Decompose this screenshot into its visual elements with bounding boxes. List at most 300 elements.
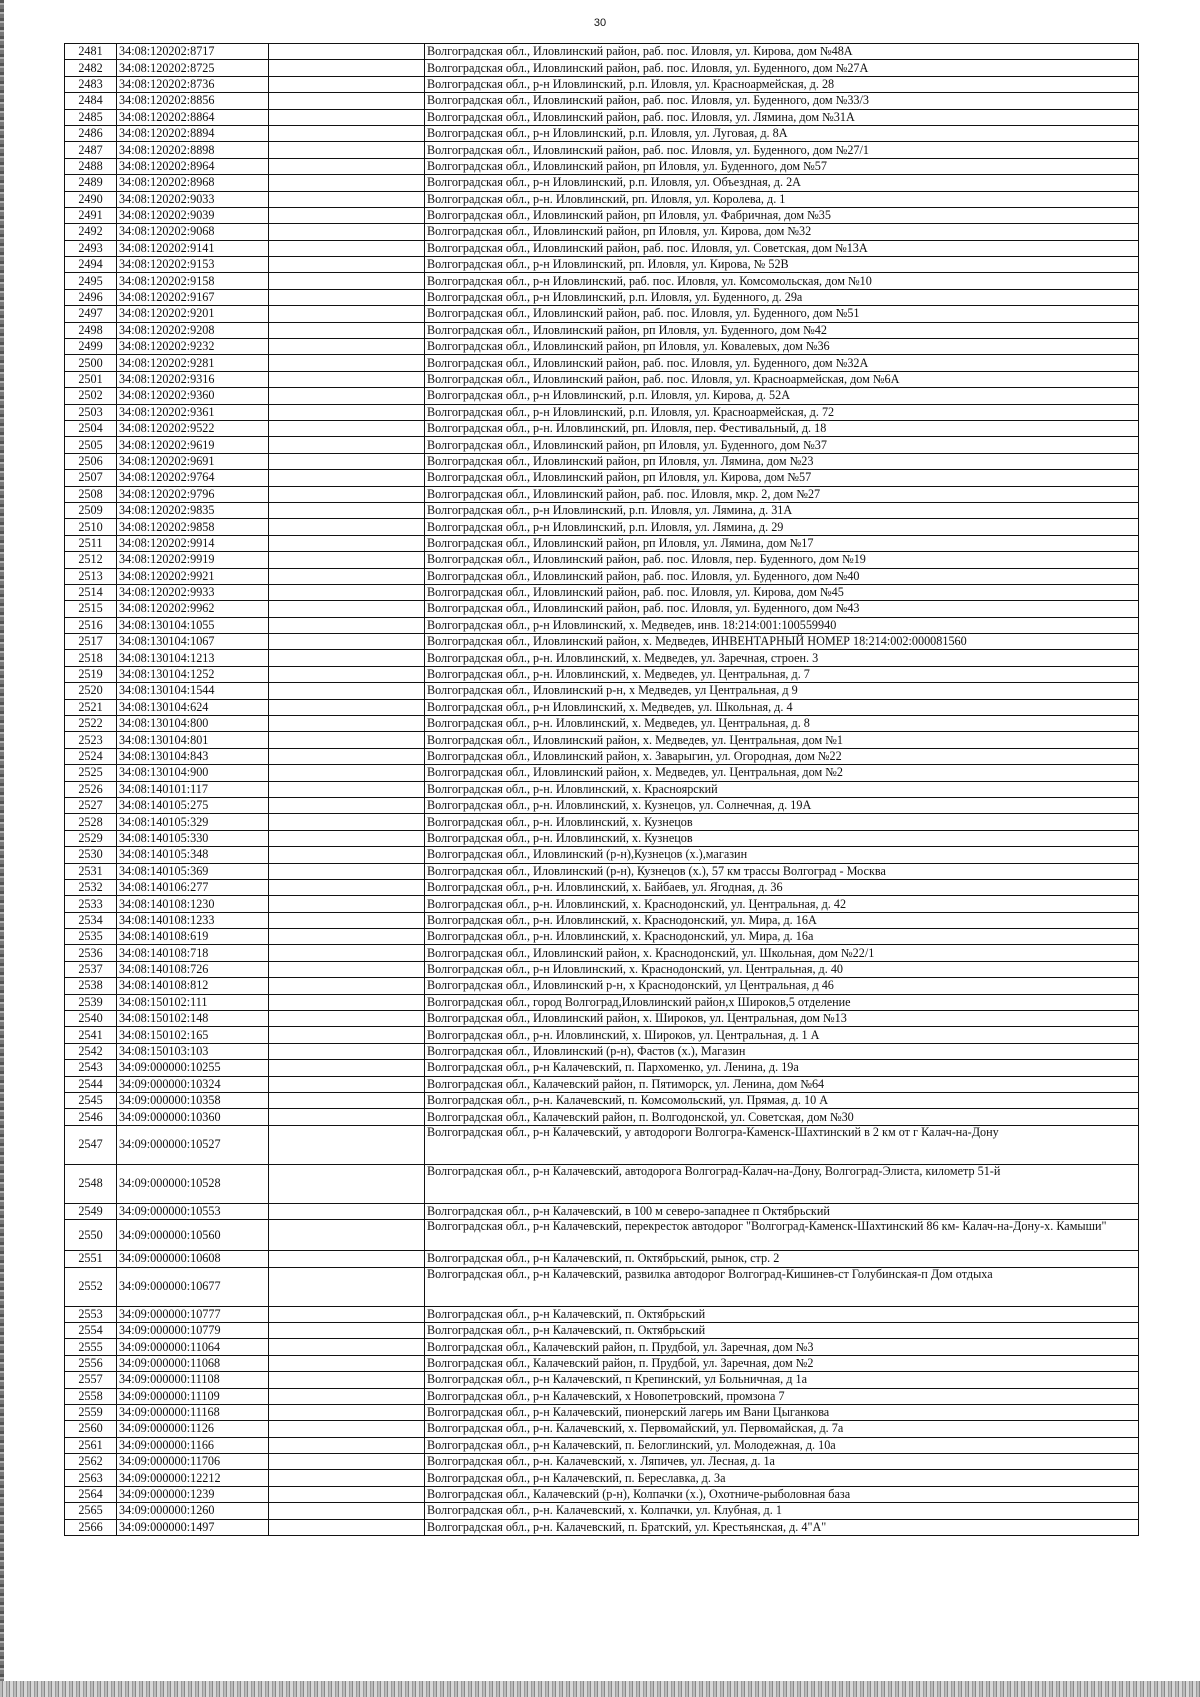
address-cell: Волгоградская обл., р-н. Иловлинский, х. Краснодонский, ул. Центральная, д. 42 xyxy=(425,896,1139,912)
table-row xyxy=(65,224,1139,240)
row-number-cell: 2523 xyxy=(65,732,117,748)
address-cell: Волгоградская обл., Иловлинский район, рп Иловля, ул. Ковалевых, дом №36 xyxy=(425,339,1139,355)
empty-cell xyxy=(269,191,425,207)
empty-cell xyxy=(269,240,425,256)
row-number-cell: 2560 xyxy=(65,1421,117,1437)
cadastral-number-cell: 34:09:000000:12212 xyxy=(117,1470,269,1486)
address-cell: Волгоградская обл., р-н Калачевский, п. Пархоменко, ул. Ленина, д. 19а xyxy=(425,1060,1139,1076)
address-cell: Волгоградская обл., Иловлинский район, рп Иловля, ул. Кирова, дом №57 xyxy=(425,470,1139,486)
table-row xyxy=(65,1470,1139,1486)
empty-cell xyxy=(269,552,425,568)
empty-cell xyxy=(269,1125,425,1164)
cadastral-number-cell: 34:08:130104:624 xyxy=(117,699,269,715)
cadastral-number-cell: 34:08:120202:9201 xyxy=(117,306,269,322)
row-number-cell: 2561 xyxy=(65,1437,117,1453)
cadastral-number-cell: 34:08:140108:1233 xyxy=(117,912,269,928)
row-number-cell: 2529 xyxy=(65,830,117,846)
row-number-cell: 2532 xyxy=(65,879,117,895)
empty-cell xyxy=(269,125,425,141)
address-cell: Волгоградская обл., р-н. Иловлинский, х. Краснодонский, ул. Мира, д. 16а xyxy=(425,929,1139,945)
empty-cell xyxy=(269,207,425,223)
empty-cell xyxy=(269,1421,425,1437)
cadastral-number-cell: 34:08:130104:900 xyxy=(117,765,269,781)
row-number-cell: 2488 xyxy=(65,158,117,174)
table-row xyxy=(65,1125,1139,1164)
empty-cell xyxy=(269,1011,425,1027)
address-cell: Волгоградская обл., р-н. Калачевский, х. Колпачки, ул. Клубная, д. 1 xyxy=(425,1503,1139,1519)
row-number-cell: 2534 xyxy=(65,912,117,928)
cadastral-number-cell: 34:09:000000:10360 xyxy=(117,1109,269,1125)
address-cell: Волгоградская обл., р-н Калачевский, п. Белоглинский, ул. Молодежная, д. 10а xyxy=(425,1437,1139,1453)
address-cell: Волгоградская обл., Калачевский район, п. Прудбой, ул. Заречная, дом №3 xyxy=(425,1339,1139,1355)
cadastral-number-cell: 34:08:120202:9316 xyxy=(117,371,269,387)
address-cell: Волгоградская обл., р-н Иловлинский, раб. пос. Иловля, ул. Комсомольская, дом №10 xyxy=(425,273,1139,289)
cadastral-number-cell: 34:09:000000:10560 xyxy=(117,1220,269,1251)
table-row xyxy=(65,535,1139,551)
row-number-cell: 2513 xyxy=(65,568,117,584)
address-cell: Волгоградская обл., р-н. Калачевский, х. Ляпичев, ул. Лесная, д. 1а xyxy=(425,1454,1139,1470)
cadastral-number-cell: 34:09:000000:10777 xyxy=(117,1306,269,1322)
table-row xyxy=(65,1043,1139,1059)
table-row xyxy=(65,716,1139,732)
table-row xyxy=(65,1027,1139,1043)
empty-cell xyxy=(269,830,425,846)
cadastral-number-cell: 34:08:120202:9158 xyxy=(117,273,269,289)
cadastral-number-cell: 34:08:130104:1213 xyxy=(117,650,269,666)
row-number-cell: 2514 xyxy=(65,584,117,600)
address-cell: Волгоградская обл., Иловлинский район, рп Иловля, ул. Кирова, дом №32 xyxy=(425,224,1139,240)
table-row xyxy=(65,371,1139,387)
table-row xyxy=(65,44,1139,60)
row-number-cell: 2487 xyxy=(65,142,117,158)
row-number-cell: 2512 xyxy=(65,552,117,568)
table-row xyxy=(65,650,1139,666)
cadastral-number-cell: 34:09:000000:1166 xyxy=(117,1437,269,1453)
cadastral-number-cell: 34:08:140108:718 xyxy=(117,945,269,961)
row-number-cell: 2565 xyxy=(65,1503,117,1519)
empty-cell xyxy=(269,584,425,600)
row-number-cell: 2526 xyxy=(65,781,117,797)
row-number-cell: 2515 xyxy=(65,601,117,617)
cadastral-number-cell: 34:09:000000:11109 xyxy=(117,1388,269,1404)
row-number-cell: 2506 xyxy=(65,453,117,469)
table-row xyxy=(65,994,1139,1010)
table-row xyxy=(65,453,1139,469)
table-row xyxy=(65,1437,1139,1453)
row-number-cell: 2553 xyxy=(65,1306,117,1322)
empty-cell xyxy=(269,257,425,273)
cadastral-number-cell: 34:08:120202:8717 xyxy=(117,44,269,60)
table-row xyxy=(65,240,1139,256)
cadastral-number-cell: 34:09:000000:10358 xyxy=(117,1093,269,1109)
address-cell: Волгоградская обл., Иловлинский район, раб. пос. Иловля, ул. Буденного, дом №40 xyxy=(425,568,1139,584)
cadastral-number-cell: 34:08:120202:9281 xyxy=(117,355,269,371)
row-number-cell: 2552 xyxy=(65,1267,117,1306)
empty-cell xyxy=(269,1322,425,1338)
table-row xyxy=(65,1421,1139,1437)
empty-cell xyxy=(269,1519,425,1535)
table-row xyxy=(65,273,1139,289)
address-cell: Волгоградская обл., Иловлинский район, рп Иловля, ул. Лямина, дом №23 xyxy=(425,453,1139,469)
cadastral-number-cell: 34:08:120202:9068 xyxy=(117,224,269,240)
address-cell: Волгоградская обл., р-н. Иловлинский, х. Медведев, ул. Заречная, строен. 3 xyxy=(425,650,1139,666)
address-cell: Волгоградская обл., р-н Калачевский, п. Береславка, д. 3а xyxy=(425,1470,1139,1486)
table-row xyxy=(65,1503,1139,1519)
row-number-cell: 2527 xyxy=(65,797,117,813)
empty-cell xyxy=(269,1093,425,1109)
address-cell: Волгоградская обл., Иловлинский район, рп Иловля, ул. Буденного, дом №42 xyxy=(425,322,1139,338)
address-cell: Волгоградская обл., р-н Иловлинский, р.п. Иловля, ул. Лямина, д. 29 xyxy=(425,519,1139,535)
empty-cell xyxy=(269,322,425,338)
cadastral-number-cell: 34:08:130104:1252 xyxy=(117,666,269,682)
row-number-cell: 2548 xyxy=(65,1164,117,1203)
cadastral-number-cell: 34:08:120202:9208 xyxy=(117,322,269,338)
empty-cell xyxy=(269,1372,425,1388)
table-row xyxy=(65,945,1139,961)
cadastral-number-cell: 34:08:120202:8898 xyxy=(117,142,269,158)
empty-cell xyxy=(269,60,425,76)
registry-table-body xyxy=(65,44,1139,1536)
table-row xyxy=(65,1355,1139,1371)
empty-cell xyxy=(269,929,425,945)
cadastral-number-cell: 34:08:120202:9039 xyxy=(117,207,269,223)
row-number-cell: 2524 xyxy=(65,748,117,764)
empty-cell xyxy=(269,371,425,387)
empty-cell xyxy=(269,879,425,895)
row-number-cell: 2559 xyxy=(65,1404,117,1420)
address-cell: Волгоградская обл., Иловлинский район, раб. пос. Иловля, ул. Лямина, дом №31А xyxy=(425,109,1139,125)
address-cell: Волгоградская обл., Иловлинский район, раб. пос. Иловля, ул. Красноармейская, дом №6А xyxy=(425,371,1139,387)
empty-cell xyxy=(269,683,425,699)
address-cell: Волгоградская обл., р-н. Иловлинский, х. Кузнецов xyxy=(425,830,1139,846)
row-number-cell: 2494 xyxy=(65,257,117,273)
row-number-cell: 2516 xyxy=(65,617,117,633)
cadastral-number-cell: 34:09:000000:10255 xyxy=(117,1060,269,1076)
cadastral-number-cell: 34:08:130104:843 xyxy=(117,748,269,764)
address-cell: Волгоградская обл., р-н Калачевский, автодорога Волгоград-Калач-на-Дону, Волгоград-Элиста, километр 51-й xyxy=(425,1164,1139,1203)
scan-edge-left xyxy=(0,0,4,1697)
table-row xyxy=(65,1093,1139,1109)
address-cell: Волгоградская обл., Иловлинский район, рп Иловля, ул. Лямина, дом №17 xyxy=(425,535,1139,551)
address-cell: Волгоградская обл., р-н Иловлинский, х. Медведев, ул. Школьная, д. 4 xyxy=(425,699,1139,715)
empty-cell xyxy=(269,814,425,830)
table-row xyxy=(65,879,1139,895)
table-row xyxy=(65,1251,1139,1267)
empty-cell xyxy=(269,1355,425,1371)
row-number-cell: 2550 xyxy=(65,1220,117,1251)
row-number-cell: 2483 xyxy=(65,76,117,92)
row-number-cell: 2517 xyxy=(65,634,117,650)
cadastral-number-cell: 34:08:120202:9360 xyxy=(117,388,269,404)
table-row xyxy=(65,1388,1139,1404)
cadastral-number-cell: 34:09:000000:10553 xyxy=(117,1203,269,1219)
row-number-cell: 2492 xyxy=(65,224,117,240)
row-number-cell: 2556 xyxy=(65,1355,117,1371)
empty-cell xyxy=(269,1470,425,1486)
cadastral-number-cell: 34:09:000000:1239 xyxy=(117,1486,269,1502)
empty-cell xyxy=(269,650,425,666)
cadastral-number-cell: 34:08:120202:9167 xyxy=(117,289,269,305)
address-cell: Волгоградская обл., Иловлинский (р-н), Кузнецов (х.), 57 км трассы Волгоград - Москва xyxy=(425,863,1139,879)
row-number-cell: 2533 xyxy=(65,896,117,912)
cadastral-number-cell: 34:08:140105:275 xyxy=(117,797,269,813)
address-cell: Волгоградская обл., р-н Калачевский, пионерский лагерь им Вани Цыганкова xyxy=(425,1404,1139,1420)
cadastral-number-cell: 34:08:130104:1067 xyxy=(117,634,269,650)
row-number-cell: 2519 xyxy=(65,666,117,682)
table-row xyxy=(65,404,1139,420)
empty-cell xyxy=(269,912,425,928)
row-number-cell: 2564 xyxy=(65,1486,117,1502)
empty-cell xyxy=(269,1503,425,1519)
address-cell: Волгоградская обл., р-н Калачевский, в 100 м северо-западнее п Октябрьский xyxy=(425,1203,1139,1219)
empty-cell xyxy=(269,44,425,60)
empty-cell xyxy=(269,273,425,289)
empty-cell xyxy=(269,666,425,682)
cadastral-number-cell: 34:08:120202:9153 xyxy=(117,257,269,273)
empty-cell xyxy=(269,1220,425,1251)
table-row xyxy=(65,76,1139,92)
empty-cell xyxy=(269,1306,425,1322)
row-number-cell: 2528 xyxy=(65,814,117,830)
address-cell: Волгоградская обл., Калачевский (р-н), Колпачки (х.), Охотниче-рыболовная база xyxy=(425,1486,1139,1502)
cadastral-number-cell: 34:08:120202:9933 xyxy=(117,584,269,600)
row-number-cell: 2544 xyxy=(65,1076,117,1092)
table-row xyxy=(65,388,1139,404)
cadastral-number-cell: 34:08:150102:165 xyxy=(117,1027,269,1043)
empty-cell xyxy=(269,486,425,502)
empty-cell xyxy=(269,1109,425,1125)
address-cell: Волгоградская обл., Иловлинский район, раб. пос. Иловля, ул. Буденного, дом №27/1 xyxy=(425,142,1139,158)
row-number-cell: 2551 xyxy=(65,1251,117,1267)
address-cell: Волгоградская обл., Иловлинский район, раб. пос. Иловля, ул. Буденного, дом №51 xyxy=(425,306,1139,322)
address-cell: Волгоградская обл., Иловлинский район, рп Иловля, ул. Буденного, дом №37 xyxy=(425,437,1139,453)
cadastral-number-cell: 34:09:000000:10779 xyxy=(117,1322,269,1338)
empty-cell xyxy=(269,1267,425,1306)
table-row xyxy=(65,781,1139,797)
cadastral-number-cell: 34:09:000000:1497 xyxy=(117,1519,269,1535)
address-cell: Волгоградская обл., Иловлинский район, х. Медведев, ул. Центральная, дом №2 xyxy=(425,765,1139,781)
row-number-cell: 2497 xyxy=(65,306,117,322)
cadastral-number-cell: 34:08:120202:9835 xyxy=(117,502,269,518)
row-number-cell: 2518 xyxy=(65,650,117,666)
row-number-cell: 2538 xyxy=(65,978,117,994)
cadastral-number-cell: 34:08:140108:619 xyxy=(117,929,269,945)
address-cell: Волгоградская обл., Иловлинский район, раб. пос. Иловля, ул. Буденного, дом №27А xyxy=(425,60,1139,76)
table-row xyxy=(65,470,1139,486)
row-number-cell: 2493 xyxy=(65,240,117,256)
cadastral-number-cell: 34:09:000000:11064 xyxy=(117,1339,269,1355)
address-cell: Волгоградская обл., Иловлинский район, х. Широков, ул. Центральная, дом №13 xyxy=(425,1011,1139,1027)
row-number-cell: 2542 xyxy=(65,1043,117,1059)
table-row xyxy=(65,1454,1139,1470)
cadastral-number-cell: 34:08:120202:9141 xyxy=(117,240,269,256)
row-number-cell: 2531 xyxy=(65,863,117,879)
table-row xyxy=(65,699,1139,715)
empty-cell xyxy=(269,961,425,977)
address-cell: Волгоградская обл., р-н Иловлинский, р.п. Иловля, ул. Луговая, д. 8А xyxy=(425,125,1139,141)
cadastral-number-cell: 34:08:120202:9691 xyxy=(117,453,269,469)
cadastral-number-cell: 34:08:140105:330 xyxy=(117,830,269,846)
address-cell: Волгоградская обл., р-н Иловлинский, х. Медведев, инв. 18:214:001:100559940 xyxy=(425,617,1139,633)
row-number-cell: 2498 xyxy=(65,322,117,338)
row-number-cell: 2496 xyxy=(65,289,117,305)
table-row xyxy=(65,142,1139,158)
address-cell: Волгоградская обл., р-н. Иловлинский, х. Медведев, ул. Центральная, д. 8 xyxy=(425,716,1139,732)
empty-cell xyxy=(269,306,425,322)
row-number-cell: 2495 xyxy=(65,273,117,289)
cadastral-number-cell: 34:08:140106:277 xyxy=(117,879,269,895)
empty-cell xyxy=(269,93,425,109)
table-row xyxy=(65,1339,1139,1355)
address-cell: Волгоградская обл., р-н. Иловлинский, х. Кузнецов, ул. Солнечная, д. 19А xyxy=(425,797,1139,813)
empty-cell xyxy=(269,1027,425,1043)
row-number-cell: 2566 xyxy=(65,1519,117,1535)
cadastral-number-cell: 34:08:130104:1544 xyxy=(117,683,269,699)
table-row xyxy=(65,814,1139,830)
empty-cell xyxy=(269,601,425,617)
address-cell: Волгоградская обл., р-н Иловлинский, р.п. Иловля, ул. Объездная, д. 2А xyxy=(425,175,1139,191)
cadastral-number-cell: 34:08:120202:9962 xyxy=(117,601,269,617)
empty-cell xyxy=(269,1251,425,1267)
cadastral-number-cell: 34:08:120202:8964 xyxy=(117,158,269,174)
empty-cell xyxy=(269,1454,425,1470)
row-number-cell: 2510 xyxy=(65,519,117,535)
empty-cell xyxy=(269,1339,425,1355)
empty-cell xyxy=(269,502,425,518)
table-row xyxy=(65,158,1139,174)
cadastral-number-cell: 34:08:130104:1055 xyxy=(117,617,269,633)
empty-cell xyxy=(269,388,425,404)
cadastral-number-cell: 34:08:120202:9858 xyxy=(117,519,269,535)
table-row xyxy=(65,191,1139,207)
table-row xyxy=(65,339,1139,355)
row-number-cell: 2546 xyxy=(65,1109,117,1125)
address-cell: Волгоградская обл., р-н. Иловлинский, рп. Иловля, ул. Королева, д. 1 xyxy=(425,191,1139,207)
cadastral-number-cell: 34:08:120202:8856 xyxy=(117,93,269,109)
address-cell: Волгоградская обл., Иловлинский район, раб. пос. Иловля, мкр. 2, дом №27 xyxy=(425,486,1139,502)
address-cell: Волгоградская обл., р-н. Иловлинский, рп. Иловля, пер. Фестивальный, д. 18 xyxy=(425,420,1139,436)
row-number-cell: 2521 xyxy=(65,699,117,715)
table-row xyxy=(65,863,1139,879)
table-row xyxy=(65,60,1139,76)
address-cell: Волгоградская обл., р-н Иловлинский, х. Краснодонский, ул. Центральная, д. 40 xyxy=(425,961,1139,977)
row-number-cell: 2507 xyxy=(65,470,117,486)
table-row xyxy=(65,1322,1139,1338)
cadastral-number-cell: 34:09:000000:11168 xyxy=(117,1404,269,1420)
empty-cell xyxy=(269,699,425,715)
table-row xyxy=(65,552,1139,568)
address-cell: Волгоградская обл., Иловлинский район, раб. пос. Иловля, пер. Буденного, дом №19 xyxy=(425,552,1139,568)
row-number-cell: 2520 xyxy=(65,683,117,699)
empty-cell xyxy=(269,978,425,994)
cadastral-number-cell: 34:08:150103:103 xyxy=(117,1043,269,1059)
table-row xyxy=(65,978,1139,994)
cadastral-number-cell: 34:09:000000:10324 xyxy=(117,1076,269,1092)
table-row xyxy=(65,1076,1139,1092)
row-number-cell: 2547 xyxy=(65,1125,117,1164)
address-cell: Волгоградская обл., Иловлинский район, раб. пос. Иловля, ул. Буденного, дом №33/3 xyxy=(425,93,1139,109)
empty-cell xyxy=(269,1076,425,1092)
cadastral-number-cell: 34:08:120202:9033 xyxy=(117,191,269,207)
table-row xyxy=(65,437,1139,453)
address-cell: Волгоградская обл., Калачевский район, п. Волгодонской, ул. Советская, дом №30 xyxy=(425,1109,1139,1125)
cadastral-number-cell: 34:08:130104:801 xyxy=(117,732,269,748)
address-cell: Волгоградская обл., Иловлинский р-н, х Медведев, ул Центральная, д 9 xyxy=(425,683,1139,699)
address-cell: Волгоградская обл., Иловлинский район, х. Медведев, ул. Центральная, дом №1 xyxy=(425,732,1139,748)
empty-cell xyxy=(269,355,425,371)
address-cell: Волгоградская обл., Иловлинский район, раб. пос. Иловля, ул. Буденного, дом №43 xyxy=(425,601,1139,617)
cadastral-number-cell: 34:08:140108:812 xyxy=(117,978,269,994)
cadastral-number-cell: 34:08:120202:8736 xyxy=(117,76,269,92)
row-number-cell: 2490 xyxy=(65,191,117,207)
row-number-cell: 2481 xyxy=(65,44,117,60)
cadastral-number-cell: 34:09:000000:1260 xyxy=(117,1503,269,1519)
table-row xyxy=(65,93,1139,109)
address-cell: Волгоградская обл., р-н. Калачевский, х. Первомайский, ул. Первомайская, д. 7а xyxy=(425,1421,1139,1437)
empty-cell xyxy=(269,519,425,535)
row-number-cell: 2540 xyxy=(65,1011,117,1027)
cadastral-number-cell: 34:08:140105:329 xyxy=(117,814,269,830)
row-number-cell: 2536 xyxy=(65,945,117,961)
address-cell: Волгоградская обл., р-н. Иловлинский, х. Байбаев, ул. Ягодная, д. 36 xyxy=(425,879,1139,895)
cadastral-number-cell: 34:08:120202:8968 xyxy=(117,175,269,191)
address-cell: Волгоградская обл., Калачевский район, п. Прудбой, ул. Заречная, дом №2 xyxy=(425,1355,1139,1371)
empty-cell xyxy=(269,339,425,355)
address-cell: Волгоградская обл., р-н. Калачевский, п. Комсомольский, ул. Прямая, д. 10 А xyxy=(425,1093,1139,1109)
row-number-cell: 2484 xyxy=(65,93,117,109)
table-row xyxy=(65,1164,1139,1203)
table-row xyxy=(65,1404,1139,1420)
cadastral-number-cell: 34:08:140105:348 xyxy=(117,847,269,863)
cadastral-number-cell: 34:09:000000:10528 xyxy=(117,1164,269,1203)
address-cell: Волгоградская обл., Иловлинский (р-н), Фастов (х.), Магазин xyxy=(425,1043,1139,1059)
row-number-cell: 2489 xyxy=(65,175,117,191)
row-number-cell: 2557 xyxy=(65,1372,117,1388)
table-row xyxy=(65,912,1139,928)
row-number-cell: 2509 xyxy=(65,502,117,518)
address-cell: Волгоградская обл., Иловлинский район, х. Краснодонский, ул. Школьная, дом №22/1 xyxy=(425,945,1139,961)
empty-cell xyxy=(269,634,425,650)
empty-cell xyxy=(269,847,425,863)
row-number-cell: 2545 xyxy=(65,1093,117,1109)
empty-cell xyxy=(269,1388,425,1404)
address-cell: Волгоградская обл., р-н Калачевский, п. Октябрьский xyxy=(425,1306,1139,1322)
table-row xyxy=(65,1109,1139,1125)
table-row xyxy=(65,322,1139,338)
row-number-cell: 2522 xyxy=(65,716,117,732)
address-cell: Волгоградская обл., Иловлинский район, раб. пос. Иловля, ул. Кирова, дом №45 xyxy=(425,584,1139,600)
row-number-cell: 2558 xyxy=(65,1388,117,1404)
empty-cell xyxy=(269,404,425,420)
address-cell: Волгоградская обл., Иловлинский р-н, х Краснодонский, ул Центральная, д 46 xyxy=(425,978,1139,994)
row-number-cell: 2537 xyxy=(65,961,117,977)
empty-cell xyxy=(269,1404,425,1420)
table-row xyxy=(65,666,1139,682)
empty-cell xyxy=(269,1164,425,1203)
row-number-cell: 2541 xyxy=(65,1027,117,1043)
cadastral-number-cell: 34:08:150102:148 xyxy=(117,1011,269,1027)
row-number-cell: 2563 xyxy=(65,1470,117,1486)
row-number-cell: 2511 xyxy=(65,535,117,551)
scan-edge-bottom xyxy=(0,1681,1200,1697)
table-row xyxy=(65,486,1139,502)
empty-cell xyxy=(269,1060,425,1076)
cadastral-number-cell: 34:09:000000:10527 xyxy=(117,1125,269,1164)
address-cell: Волгоградская обл., Иловлинский район, рп Иловля, ул. Буденного, дом №57 xyxy=(425,158,1139,174)
address-cell: Волгоградская обл., р-н. Иловлинский, х. Краснодонский, ул. Мира, д. 16А xyxy=(425,912,1139,928)
address-cell: Волгоградская обл., Иловлинский район, раб. пос. Иловля, ул. Буденного, дом №32А xyxy=(425,355,1139,371)
empty-cell xyxy=(269,797,425,813)
